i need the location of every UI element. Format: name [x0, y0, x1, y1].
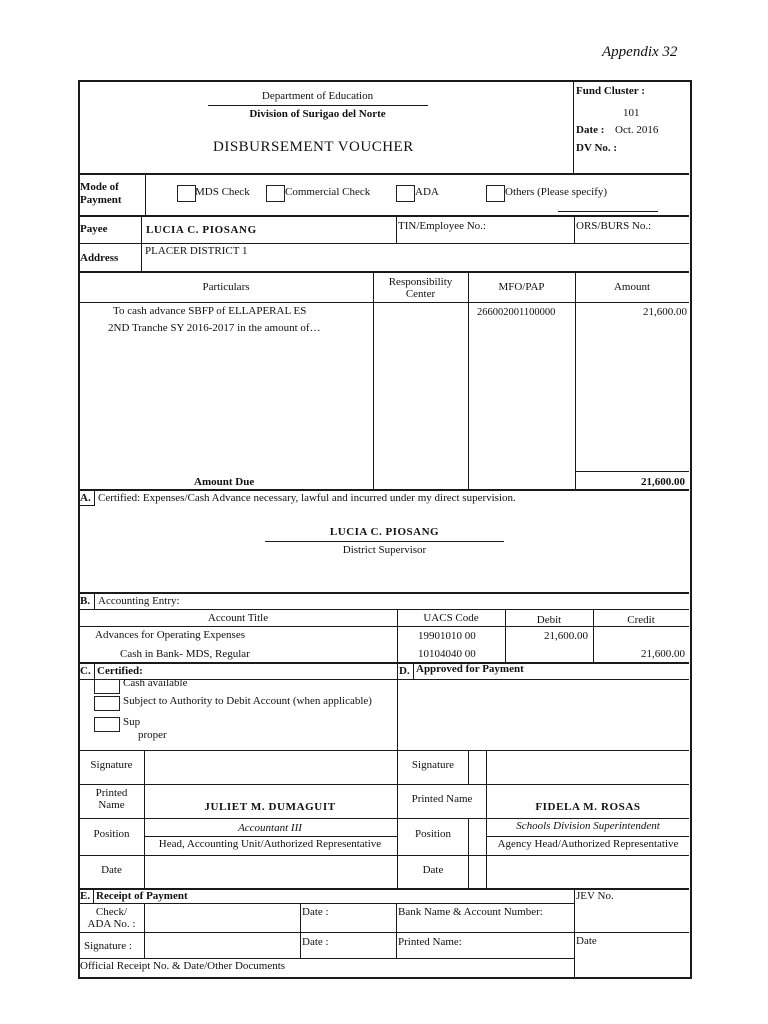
row-divider [79, 662, 689, 664]
payee-name: LUCIA C. PIOSANG [146, 224, 257, 236]
credit-cell: 21,600.00 [641, 648, 685, 660]
uacs-code-cell: 19901010 00 [418, 630, 476, 642]
header-divider [208, 105, 428, 106]
account-title-header: Account Title [207, 612, 269, 624]
left-position-rule [145, 836, 397, 837]
section-a-letter: A. [80, 492, 91, 504]
right-position-sub: Agency Head/Authorized Representative [497, 838, 679, 850]
row-divider [79, 855, 689, 856]
section-b-vline [94, 594, 95, 609]
jev-divider [574, 932, 689, 933]
ada-label: ADA [415, 186, 439, 198]
jev-vline [574, 890, 575, 977]
section-a-signatory: LUCIA C. PIOSANG [329, 526, 440, 538]
right-signature-label: Signature [411, 759, 455, 771]
left-date-label: Date [101, 864, 122, 876]
payee-vline-3 [574, 217, 575, 243]
uacs-code-cell: 10104040 00 [418, 648, 476, 660]
particulars-vline-2 [468, 273, 469, 489]
section-a-position: District Supervisor [342, 544, 427, 556]
cash-available-checkbox[interactable] [94, 679, 120, 694]
bank-account-label: Bank Name & Account Number: [398, 906, 543, 918]
uacs-code-header: UACS Code [423, 612, 479, 624]
check-ada-label: Check/ ADA No. : [87, 906, 136, 930]
section-c-letter: C. [80, 665, 91, 677]
account-title-cell: Cash in Bank- MDS, Regular [120, 648, 250, 660]
section-d-underline [397, 679, 689, 680]
particulars-line-1: To cash advance SBFP of ELLAPERAL ES [113, 305, 307, 317]
tin-label: TIN/Employee No.: [398, 220, 486, 232]
amount-header: Amount [613, 281, 651, 293]
address-value: PLACER DISTRICT 1 [145, 245, 248, 257]
section-d-label: Approved for Payment [416, 663, 524, 675]
amount-due-value: 21,600.00 [641, 476, 685, 488]
fund-cluster-label: Fund Cluster : [576, 85, 645, 97]
row-divider [79, 626, 689, 627]
row-divider [79, 609, 689, 610]
debit-header: Debit [536, 614, 562, 626]
date-label: Date : [576, 124, 605, 136]
row-divider [79, 215, 689, 217]
right-printed-name-label: Printed Name [411, 793, 473, 805]
form-title: DISBURSEMENT VOUCHER [213, 139, 414, 155]
supporting-documents-checkbox[interactable] [94, 717, 120, 732]
section-a-vline [94, 491, 95, 506]
check-date-label: Date : [302, 906, 329, 918]
particulars-line-2: 2ND Tranche SY 2016-2017 in the amount of… [108, 322, 321, 334]
e-vline-3 [396, 904, 397, 958]
right-position: Schools Division Superintendent [516, 820, 660, 832]
row-divider [79, 818, 689, 819]
address-label: Address [80, 252, 119, 264]
row-divider [79, 784, 689, 785]
particulars-header: Particulars [202, 281, 250, 293]
responsibility-center-header: Responsibility Center [388, 276, 453, 300]
section-c-vline [94, 664, 95, 680]
others-label: Others (Please specify) [505, 186, 608, 198]
dv-number-label: DV No. : [576, 142, 618, 154]
left-position: Accountant III [238, 822, 302, 834]
row-divider [79, 489, 689, 491]
mfo-pap-value: 266002001100000 [477, 307, 556, 318]
commercial-check-checkbox[interactable] [266, 185, 285, 202]
receipt-printed-name-label: Printed Name: [398, 936, 462, 948]
particulars-vline-1 [373, 273, 374, 489]
date-value: Oct. 2016 [615, 124, 659, 136]
amount-due-label: Amount Due [194, 476, 255, 488]
mds-check-checkbox[interactable] [177, 185, 196, 202]
payee-label: Payee [80, 223, 108, 235]
account-title-cell: Advances for Operating Expenses [95, 629, 245, 641]
cash-available-label: Cash available [123, 677, 188, 689]
sig-vline-r1 [468, 751, 469, 784]
receipt-of-payment-label: Receipt of Payment [96, 890, 188, 902]
section-a-box-line [79, 505, 95, 506]
sig-vline-left [144, 751, 145, 888]
left-position-label: Position [93, 828, 130, 840]
jev-number-label: JEV No. [576, 890, 614, 902]
header-vline [573, 81, 574, 173]
section-c-label: Certified: [97, 665, 143, 677]
payee-vline-2 [396, 217, 397, 243]
mds-check-label: MDS Check [195, 186, 250, 198]
section-b-letter: B. [80, 595, 91, 607]
commercial-check-label: Commercial Check [285, 186, 371, 198]
amount-value: 21,600.00 [643, 306, 687, 318]
mode-of-payment-label: Mode of Payment [80, 181, 122, 206]
entry-vline-1 [397, 609, 398, 662]
department-name: Department of Education [261, 90, 374, 102]
fund-cluster-value: 101 [623, 107, 640, 119]
section-e-letter: E. [80, 890, 91, 902]
others-specify-line [558, 211, 658, 212]
amount-total-rule [576, 471, 689, 472]
ors-burs-label: ORS/BURS No.: [576, 220, 652, 232]
row-divider [79, 271, 689, 273]
right-position-label: Position [414, 828, 452, 840]
right-date-label: Date [422, 864, 444, 876]
row-divider [79, 750, 689, 751]
payee-vline [141, 217, 142, 271]
section-d-vline [413, 664, 414, 680]
signatory-line [265, 541, 504, 542]
receipt-date-label: Date : [302, 936, 329, 948]
row-divider [79, 173, 689, 175]
section-a-certification: Certified: Expenses/Cash Advance necessary, lawful and incurred under my direct supervision. [98, 492, 516, 504]
section-d-letter: D. [399, 665, 410, 677]
ada-checkbox[interactable] [396, 185, 415, 202]
division-name: Division of Surigao del Norte [249, 108, 386, 120]
e-vline-2 [300, 904, 301, 958]
appendix-label: Appendix 32 [602, 44, 678, 60]
position-vline [468, 818, 469, 855]
row-divider [79, 302, 689, 303]
mode-vline [145, 175, 146, 215]
jev-date-label: Date [576, 935, 597, 947]
date-vline [468, 855, 469, 888]
left-printed-name: JULIET M. DUMAGUIT [204, 801, 336, 813]
right-printed-name: FIDELA M. ROSAS [535, 801, 641, 813]
row-divider [79, 592, 689, 594]
e-vline-1 [144, 904, 145, 958]
authority-to-debit-label: Subject to Authority to Debit Account (when applicable) [123, 695, 372, 707]
credit-header: Credit [627, 614, 655, 626]
supporting-documents-label: Sup [123, 716, 141, 728]
section-e-underline [79, 903, 575, 904]
supporting-documents-label-2: proper [138, 729, 167, 741]
left-signature-label: Signature [90, 759, 133, 771]
right-position-rule [487, 836, 689, 837]
mfo-pap-header: MFO/PAP [498, 281, 545, 293]
authority-to-debit-checkbox[interactable] [94, 696, 120, 711]
accounting-entry-label: Accounting Entry: [98, 595, 180, 607]
receipt-signature-label: Signature : [84, 940, 132, 952]
row-divider [79, 958, 575, 959]
row-divider [79, 932, 575, 933]
debit-cell: 21,600.00 [544, 630, 588, 642]
others-checkbox[interactable] [486, 185, 505, 202]
official-receipt-label: Official Receipt No. & Date/Other Documents [80, 960, 286, 972]
left-printed-name-label: Printed Name [95, 787, 128, 811]
section-e-vline [93, 890, 94, 904]
row-divider [79, 243, 689, 244]
left-position-sub: Head, Accounting Unit/Authorized Representative [158, 838, 382, 850]
